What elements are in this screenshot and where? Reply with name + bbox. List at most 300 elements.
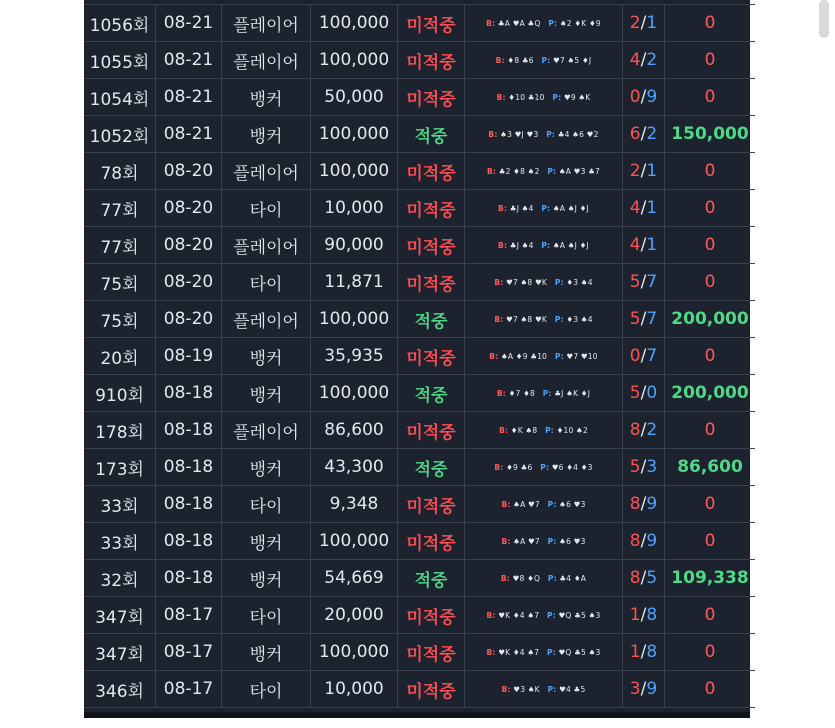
player-label: P: bbox=[545, 425, 554, 435]
result-cell: 적중 bbox=[398, 116, 465, 153]
banker-cards: ♥7 ♠8 ♥K bbox=[506, 277, 548, 287]
bet-amount-cell: 11,871 bbox=[311, 264, 398, 301]
banker-label: B: bbox=[486, 18, 496, 28]
round-cell: 77회 bbox=[84, 227, 156, 264]
bet-history-table bbox=[84, 4, 755, 708]
score-separator: / bbox=[640, 50, 647, 70]
panel-bottom-edge bbox=[84, 712, 750, 718]
player-cards: ♠2 ♦K ♦9 bbox=[559, 18, 601, 28]
round-cell: 347회 bbox=[84, 634, 156, 671]
score-separator: / bbox=[640, 605, 647, 625]
bet-type-cell: 뱅커 bbox=[222, 375, 311, 412]
score-cell bbox=[623, 264, 665, 301]
win-amount-cell: 200,000 bbox=[665, 301, 756, 338]
cards-cell bbox=[465, 671, 623, 708]
bet-type-cell: 플레이어 bbox=[222, 412, 311, 449]
win-amount-cell: 200,000 bbox=[665, 375, 756, 412]
score-cell bbox=[623, 190, 665, 227]
table-row[interactable] bbox=[84, 671, 755, 708]
player-cards: ♠6 ♥3 bbox=[559, 536, 586, 546]
banker-score: 5 bbox=[629, 457, 641, 477]
bet-amount-cell: 100,000 bbox=[311, 116, 398, 153]
table-row[interactable] bbox=[84, 486, 755, 523]
round-cell: 347회 bbox=[84, 597, 156, 634]
banker-label: B: bbox=[496, 92, 506, 102]
score-separator: / bbox=[640, 568, 647, 588]
table-row[interactable] bbox=[84, 338, 755, 375]
player-score: 8 bbox=[646, 605, 658, 625]
player-label: P: bbox=[541, 203, 551, 213]
date-cell: 08-18 bbox=[156, 449, 222, 486]
score-cell bbox=[623, 671, 665, 708]
score-separator: / bbox=[640, 161, 647, 181]
table-row[interactable] bbox=[84, 116, 755, 153]
bet-amount-cell: 100,000 bbox=[311, 375, 398, 412]
score-separator: / bbox=[640, 494, 647, 514]
banker-cards: ♠A ♦9 ♣10 bbox=[500, 351, 548, 361]
bet-type-cell: 타이 bbox=[222, 486, 311, 523]
round-cell: 1054회 bbox=[84, 79, 156, 116]
result-cell: 미적중 bbox=[398, 227, 465, 264]
player-score: 7 bbox=[646, 272, 658, 292]
result-cell: 미적중 bbox=[398, 42, 465, 79]
bet-amount-cell: 9,348 bbox=[311, 486, 398, 523]
result-cell: 미적중 bbox=[398, 597, 465, 634]
banker-cards: ♠3 ♥J ♥3 bbox=[500, 129, 539, 139]
round-cell: 32회 bbox=[84, 560, 156, 597]
score-separator: / bbox=[640, 272, 647, 292]
player-cards: ♥Q ♣5 ♠3 bbox=[558, 610, 601, 620]
player-score: 0 bbox=[646, 383, 658, 403]
player-label: P: bbox=[541, 240, 551, 250]
player-score: 8 bbox=[646, 642, 658, 662]
player-cards: ♣4 ♠6 ♥2 bbox=[557, 129, 599, 139]
score-separator: / bbox=[640, 420, 647, 440]
banker-score: 8 bbox=[629, 531, 641, 551]
date-cell: 08-18 bbox=[156, 375, 222, 412]
banker-label: B: bbox=[500, 573, 510, 583]
score-cell bbox=[623, 560, 665, 597]
date-cell: 08-20 bbox=[156, 153, 222, 190]
date-cell: 08-21 bbox=[156, 42, 222, 79]
result-cell: 적중 bbox=[398, 375, 465, 412]
player-label: P: bbox=[546, 129, 556, 139]
player-cards: ♣J ♠K ♦J bbox=[554, 388, 591, 398]
table-row[interactable] bbox=[84, 560, 755, 597]
player-label: P: bbox=[552, 92, 562, 102]
player-cards: ♦3 ♠4 bbox=[566, 314, 593, 324]
round-cell: 33회 bbox=[84, 523, 156, 560]
bet-amount-cell: 100,000 bbox=[311, 523, 398, 560]
player-score: 9 bbox=[646, 531, 658, 551]
bet-type-cell: 플레이어 bbox=[222, 153, 311, 190]
banker-label: B: bbox=[494, 314, 504, 324]
player-label: P: bbox=[541, 55, 551, 65]
result-cell: 적중 bbox=[398, 449, 465, 486]
score-separator: / bbox=[640, 642, 647, 662]
banker-cards: ♦8 ♣6 bbox=[507, 55, 534, 65]
date-cell: 08-18 bbox=[156, 523, 222, 560]
win-amount-cell: 0 bbox=[665, 227, 756, 264]
cards-cell bbox=[465, 560, 623, 597]
bet-type-cell: 플레이어 bbox=[222, 42, 311, 79]
banker-cards: ♠A ♥7 bbox=[513, 536, 540, 546]
score-cell bbox=[623, 338, 665, 375]
banker-label: B: bbox=[496, 388, 506, 398]
score-cell bbox=[623, 634, 665, 671]
banker-label: B: bbox=[501, 536, 511, 546]
date-cell: 08-20 bbox=[156, 264, 222, 301]
banker-score: 3 bbox=[629, 679, 641, 699]
score-separator: / bbox=[640, 679, 647, 699]
player-score: 2 bbox=[646, 420, 658, 440]
score-separator: / bbox=[640, 87, 647, 107]
score-cell bbox=[623, 79, 665, 116]
bet-type-cell: 뱅커 bbox=[222, 449, 311, 486]
cards-cell bbox=[465, 523, 623, 560]
player-cards: ♥4 ♣5 bbox=[559, 684, 586, 694]
table-row[interactable] bbox=[84, 42, 755, 79]
player-label: P: bbox=[554, 277, 564, 287]
player-score: 7 bbox=[646, 346, 658, 366]
banker-cards: ♥8 ♦Q bbox=[512, 573, 541, 583]
banker-score: 0 bbox=[629, 346, 641, 366]
bet-type-cell: 타이 bbox=[222, 264, 311, 301]
cards-cell bbox=[465, 338, 623, 375]
cards-cell bbox=[465, 597, 623, 634]
score-cell bbox=[623, 523, 665, 560]
player-cards: ♥Q ♣5 ♠3 bbox=[558, 647, 601, 657]
banker-label: B: bbox=[486, 166, 497, 176]
cards-cell bbox=[465, 634, 623, 671]
bet-amount-cell: 10,000 bbox=[311, 190, 398, 227]
win-amount-cell: 0 bbox=[665, 671, 756, 708]
banker-score: 4 bbox=[629, 198, 641, 218]
round-cell: 33회 bbox=[84, 486, 156, 523]
win-amount-cell: 0 bbox=[665, 42, 756, 79]
banker-cards: ♣J ♠4 bbox=[509, 240, 534, 250]
win-amount-cell: 0 bbox=[665, 486, 756, 523]
banker-score: 8 bbox=[629, 568, 641, 588]
round-cell: 173회 bbox=[84, 449, 156, 486]
banker-label: B: bbox=[488, 129, 498, 139]
bet-amount-cell: 43,300 bbox=[311, 449, 398, 486]
player-label: P: bbox=[547, 647, 556, 657]
round-cell: 20회 bbox=[84, 338, 156, 375]
player-cards: ♠A ♠J ♦J bbox=[552, 240, 589, 250]
table-row[interactable] bbox=[84, 301, 755, 338]
table-row[interactable] bbox=[84, 5, 755, 42]
banker-cards: ♥7 ♠8 ♥K bbox=[506, 314, 548, 324]
player-cards: ♠A ♥3 ♣7 bbox=[558, 166, 601, 176]
table-row[interactable] bbox=[84, 153, 755, 190]
score-cell bbox=[623, 116, 665, 153]
banker-label: B: bbox=[486, 610, 496, 620]
banker-score: 5 bbox=[629, 272, 641, 292]
banker-score: 2 bbox=[629, 13, 641, 33]
player-cards: ♠A ♠J ♦J bbox=[552, 203, 589, 213]
date-cell: 08-17 bbox=[156, 597, 222, 634]
date-cell: 08-18 bbox=[156, 486, 222, 523]
round-cell: 78회 bbox=[84, 153, 156, 190]
table-row[interactable] bbox=[84, 190, 755, 227]
bet-history-rows bbox=[84, 5, 755, 708]
bet-amount-cell: 100,000 bbox=[311, 301, 398, 338]
cards-cell bbox=[465, 5, 623, 42]
result-cell: 미적중 bbox=[398, 5, 465, 42]
bet-type-cell: 플레이어 bbox=[222, 5, 311, 42]
bet-amount-cell: 20,000 bbox=[311, 597, 398, 634]
banker-score: 8 bbox=[629, 494, 641, 514]
cards-cell bbox=[465, 42, 623, 79]
player-label: P: bbox=[548, 18, 558, 28]
score-cell bbox=[623, 412, 665, 449]
score-separator: / bbox=[640, 124, 647, 144]
player-score: 5 bbox=[646, 568, 658, 588]
win-amount-cell: 0 bbox=[665, 5, 756, 42]
result-cell: 미적중 bbox=[398, 338, 465, 375]
round-cell: 1052회 bbox=[84, 116, 156, 153]
bet-type-cell: 타이 bbox=[222, 190, 311, 227]
date-cell: 08-18 bbox=[156, 412, 222, 449]
round-cell: 910회 bbox=[84, 375, 156, 412]
result-cell: 미적중 bbox=[398, 190, 465, 227]
date-cell: 08-21 bbox=[156, 79, 222, 116]
cards-cell bbox=[465, 116, 623, 153]
round-cell: 75회 bbox=[84, 301, 156, 338]
bet-amount-cell: 54,669 bbox=[311, 560, 398, 597]
score-cell bbox=[623, 449, 665, 486]
round-cell: 77회 bbox=[84, 190, 156, 227]
cards-cell bbox=[465, 412, 623, 449]
cards-cell bbox=[465, 264, 623, 301]
result-cell: 적중 bbox=[398, 560, 465, 597]
win-amount-cell: 86,600 bbox=[665, 449, 756, 486]
win-amount-cell: 109,338 bbox=[665, 560, 756, 597]
player-score: 2 bbox=[646, 50, 658, 70]
banker-score: 4 bbox=[629, 235, 641, 255]
cards-cell bbox=[465, 190, 623, 227]
banker-label: B: bbox=[486, 647, 496, 657]
bet-type-cell: 뱅커 bbox=[222, 338, 311, 375]
table-row[interactable] bbox=[84, 449, 755, 486]
score-separator: / bbox=[640, 309, 647, 329]
bet-amount-cell: 100,000 bbox=[311, 153, 398, 190]
bet-type-cell: 플레이어 bbox=[222, 227, 311, 264]
win-amount-cell: 150,000 bbox=[665, 116, 756, 153]
banker-score: 5 bbox=[629, 383, 641, 403]
banker-label: B: bbox=[495, 55, 505, 65]
player-score: 1 bbox=[646, 198, 658, 218]
banker-label: B: bbox=[499, 425, 509, 435]
banker-label: B: bbox=[494, 277, 504, 287]
player-label: P: bbox=[547, 610, 556, 620]
bet-amount-cell: 10,000 bbox=[311, 671, 398, 708]
player-cards: ♥7 ♠5 ♦J bbox=[553, 55, 592, 65]
banker-cards: ♦7 ♦8 bbox=[508, 388, 535, 398]
player-cards: ♥6 ♦4 ♦3 bbox=[551, 462, 593, 472]
player-cards: ♥9 ♠K bbox=[563, 92, 591, 102]
player-score: 9 bbox=[646, 494, 658, 514]
win-amount-cell: 0 bbox=[665, 634, 756, 671]
player-score: 1 bbox=[646, 235, 658, 255]
cards-cell bbox=[465, 486, 623, 523]
result-cell: 미적중 bbox=[398, 264, 465, 301]
bet-type-cell: 뱅커 bbox=[222, 560, 311, 597]
bet-type-cell: 타이 bbox=[222, 671, 311, 708]
round-cell: 346회 bbox=[84, 671, 156, 708]
bet-amount-cell: 100,000 bbox=[311, 634, 398, 671]
player-label: P: bbox=[554, 314, 564, 324]
bet-amount-cell: 50,000 bbox=[311, 79, 398, 116]
result-cell: 적중 bbox=[398, 301, 465, 338]
bet-amount-cell: 86,600 bbox=[311, 412, 398, 449]
date-cell: 08-20 bbox=[156, 227, 222, 264]
score-separator: / bbox=[640, 457, 647, 477]
table-row[interactable] bbox=[84, 597, 755, 634]
bet-type-cell: 뱅커 bbox=[222, 634, 311, 671]
date-cell: 08-21 bbox=[156, 116, 222, 153]
bet-type-cell: 뱅커 bbox=[222, 116, 311, 153]
win-amount-cell: 0 bbox=[665, 338, 756, 375]
player-label: P: bbox=[540, 462, 550, 472]
score-separator: / bbox=[640, 346, 647, 366]
player-score: 7 bbox=[646, 309, 658, 329]
cards-cell bbox=[465, 153, 623, 190]
date-cell: 08-20 bbox=[156, 190, 222, 227]
round-cell: 75회 bbox=[84, 264, 156, 301]
result-cell: 미적중 bbox=[398, 523, 465, 560]
score-separator: / bbox=[640, 13, 647, 33]
score-separator: / bbox=[640, 383, 647, 403]
banker-label: B: bbox=[494, 462, 504, 472]
player-score: 3 bbox=[646, 457, 658, 477]
win-amount-cell: 0 bbox=[665, 597, 756, 634]
banker-score: 1 bbox=[629, 605, 641, 625]
score-cell bbox=[623, 42, 665, 79]
result-cell: 미적중 bbox=[398, 153, 465, 190]
date-cell: 08-19 bbox=[156, 338, 222, 375]
banker-cards: ♦10 ♣10 bbox=[508, 92, 545, 102]
player-label: P: bbox=[547, 684, 557, 694]
player-score: 1 bbox=[646, 13, 658, 33]
cards-cell bbox=[465, 227, 623, 264]
page-scrollbar[interactable] bbox=[819, 0, 829, 38]
player-cards: ♦3 ♠4 bbox=[566, 277, 593, 287]
score-cell bbox=[623, 227, 665, 264]
score-separator: / bbox=[640, 531, 647, 551]
table-row[interactable] bbox=[84, 634, 755, 671]
player-label: P: bbox=[554, 351, 564, 361]
bet-type-cell: 뱅커 bbox=[222, 523, 311, 560]
banker-cards: ♠A ♥7 bbox=[513, 499, 540, 509]
banker-cards: ♣A ♥A ♣Q bbox=[497, 18, 541, 28]
banker-score: 2 bbox=[629, 161, 641, 181]
banker-score: 5 bbox=[629, 309, 641, 329]
bet-type-cell: 플레이어 bbox=[222, 301, 311, 338]
player-cards: ♠6 ♥3 bbox=[559, 499, 586, 509]
score-cell bbox=[623, 486, 665, 523]
date-cell: 08-18 bbox=[156, 560, 222, 597]
banker-label: B: bbox=[501, 499, 511, 509]
bet-amount-cell: 35,935 bbox=[311, 338, 398, 375]
result-cell: 미적중 bbox=[398, 671, 465, 708]
score-cell bbox=[623, 301, 665, 338]
banker-cards: ♥K ♦4 ♠7 bbox=[498, 610, 540, 620]
banker-label: B: bbox=[498, 240, 508, 250]
bet-amount-cell: 90,000 bbox=[311, 227, 398, 264]
player-label: P: bbox=[542, 388, 552, 398]
player-score: 1 bbox=[646, 161, 658, 181]
score-cell bbox=[623, 5, 665, 42]
player-score: 2 bbox=[646, 124, 658, 144]
round-cell: 1055회 bbox=[84, 42, 156, 79]
score-cell bbox=[623, 153, 665, 190]
table-row[interactable] bbox=[84, 79, 755, 116]
bet-type-cell: 타이 bbox=[222, 597, 311, 634]
date-cell: 08-17 bbox=[156, 634, 222, 671]
win-amount-cell: 0 bbox=[665, 523, 756, 560]
banker-cards: ♦K ♠8 bbox=[510, 425, 538, 435]
round-cell: 1056회 bbox=[84, 5, 156, 42]
player-cards: ♥7 ♥10 bbox=[566, 351, 598, 361]
cards-cell bbox=[465, 79, 623, 116]
win-amount-cell: 0 bbox=[665, 412, 756, 449]
banker-cards: ♣J ♠4 bbox=[509, 203, 534, 213]
player-score: 9 bbox=[646, 87, 658, 107]
banker-label: B: bbox=[498, 203, 508, 213]
date-cell: 08-21 bbox=[156, 5, 222, 42]
bet-type-cell: 뱅커 bbox=[222, 79, 311, 116]
banker-cards: ♦9 ♣6 bbox=[506, 462, 533, 472]
win-amount-cell: 0 bbox=[665, 79, 756, 116]
cards-cell bbox=[465, 301, 623, 338]
banker-cards: ♣2 ♦8 ♠2 bbox=[498, 166, 540, 176]
win-amount-cell: 0 bbox=[665, 264, 756, 301]
player-label: P: bbox=[547, 499, 557, 509]
score-cell bbox=[623, 597, 665, 634]
player-label: P: bbox=[547, 536, 557, 546]
score-separator: / bbox=[640, 198, 647, 218]
cards-cell bbox=[465, 375, 623, 412]
banker-score: 8 bbox=[629, 420, 641, 440]
banker-score: 1 bbox=[629, 642, 641, 662]
table-row[interactable] bbox=[84, 523, 755, 560]
banker-score: 4 bbox=[629, 50, 641, 70]
player-cards: ♦10 ♠2 bbox=[556, 425, 588, 435]
table-row[interactable] bbox=[84, 227, 755, 264]
table-row[interactable] bbox=[84, 412, 755, 449]
result-cell: 미적중 bbox=[398, 486, 465, 523]
score-cell bbox=[623, 375, 665, 412]
banker-cards: ♥K ♦4 ♠7 bbox=[498, 647, 540, 657]
player-cards: ♣4 ♦A bbox=[559, 573, 587, 583]
table-row[interactable] bbox=[84, 375, 755, 412]
banker-cards: ♥3 ♠K bbox=[513, 684, 540, 694]
date-cell: 08-17 bbox=[156, 671, 222, 708]
bet-amount-cell: 100,000 bbox=[311, 42, 398, 79]
banker-score: 6 bbox=[629, 124, 641, 144]
round-cell: 178회 bbox=[84, 412, 156, 449]
win-amount-cell: 0 bbox=[665, 153, 756, 190]
banker-score: 0 bbox=[629, 87, 641, 107]
bet-amount-cell: 100,000 bbox=[311, 5, 398, 42]
player-label: P: bbox=[547, 166, 557, 176]
table-row[interactable] bbox=[84, 264, 755, 301]
result-cell: 미적중 bbox=[398, 79, 465, 116]
banker-label: B: bbox=[489, 351, 499, 361]
player-score: 9 bbox=[646, 679, 658, 699]
